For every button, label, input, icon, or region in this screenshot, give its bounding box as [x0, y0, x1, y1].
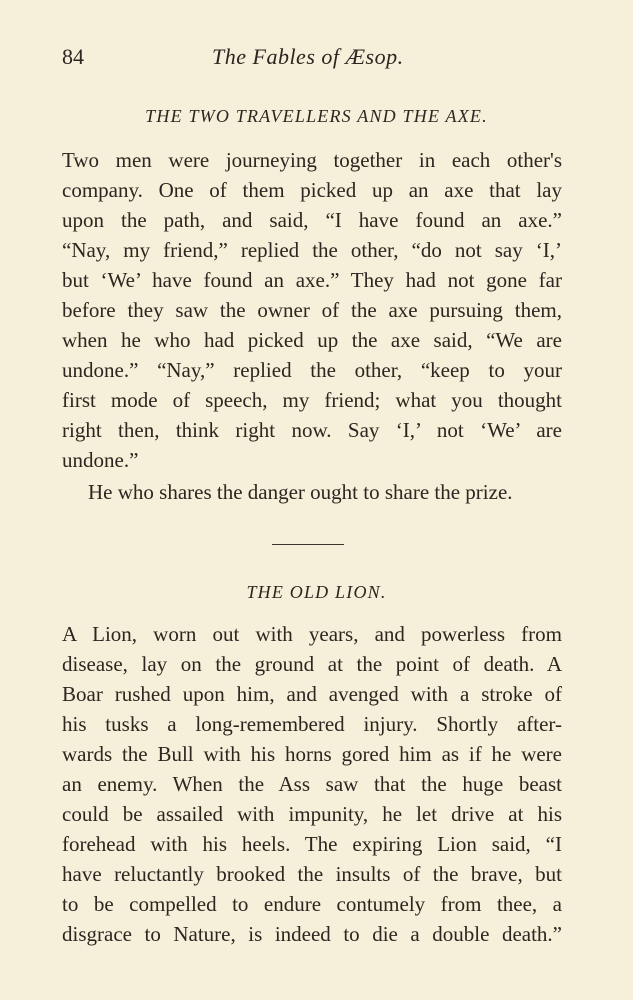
- text-line: company. One of them picked up an axe that lay: [62, 178, 562, 202]
- text-line: “Nay, my friend,” replied the other, “do not say ‘I,’: [62, 238, 562, 262]
- fable-body-lion: [62, 619, 562, 949]
- text-line: disgrace to Nature, is indeed to die a double death.”: [62, 922, 562, 946]
- text-line: undone.”: [62, 448, 139, 472]
- text-line: before they saw the owner of the axe pursuing them,: [62, 298, 562, 322]
- text-line: wards the Bull with his horns gored him as if he were: [62, 742, 562, 766]
- text-line: but ‘We’ have found an axe.” They had not gone far: [62, 268, 562, 292]
- text-line: when he who had picked up the axe said, “We are: [62, 328, 562, 352]
- text-line: Boar rushed upon him, and avenged with a stroke of: [62, 682, 562, 706]
- fable-title-travellers: THE TWO TRAVELLERS AND THE AXE.: [145, 106, 488, 126]
- section-divider: [272, 544, 344, 545]
- fable-title-lion: THE OLD LION.: [246, 582, 387, 602]
- text-line: forehead with his heels. The expiring Lion said, “I: [62, 832, 562, 856]
- text-line: A Lion, worn out with years, and powerless from: [62, 622, 562, 646]
- running-title: The Fables of Æsop.: [212, 44, 404, 69]
- text-line: upon the path, and said, “I have found an axe.”: [62, 208, 562, 232]
- text-line: have reluctantly brooked the insults of the brave, but: [62, 862, 562, 886]
- text-line: Two men were journeying together in each other's: [62, 148, 562, 172]
- text-line: to be compelled to endure contumely from thee, a: [62, 892, 562, 916]
- fable-moral: He who shares the danger ought to share the prize.: [88, 480, 513, 504]
- text-line: an enemy. When the Ass saw that the huge beast: [62, 772, 562, 796]
- fable-body-travellers: [62, 145, 562, 475]
- text-line: his tusks a long-remembered injury. Shortly after-: [62, 712, 562, 736]
- text-line: undone.” “Nay,” replied the other, “keep to your: [62, 358, 562, 382]
- page-header: [62, 44, 575, 74]
- text-line: right then, think right now. Say ‘I,’ not ‘We’ are: [62, 418, 562, 442]
- text-line: first mode of speech, my friend; what you thought: [62, 388, 562, 412]
- text-line: disease, lay on the ground at the point of death. A: [62, 652, 562, 676]
- page-number: 84: [62, 44, 84, 69]
- text-line: could be assailed with impunity, he let drive at his: [62, 802, 562, 826]
